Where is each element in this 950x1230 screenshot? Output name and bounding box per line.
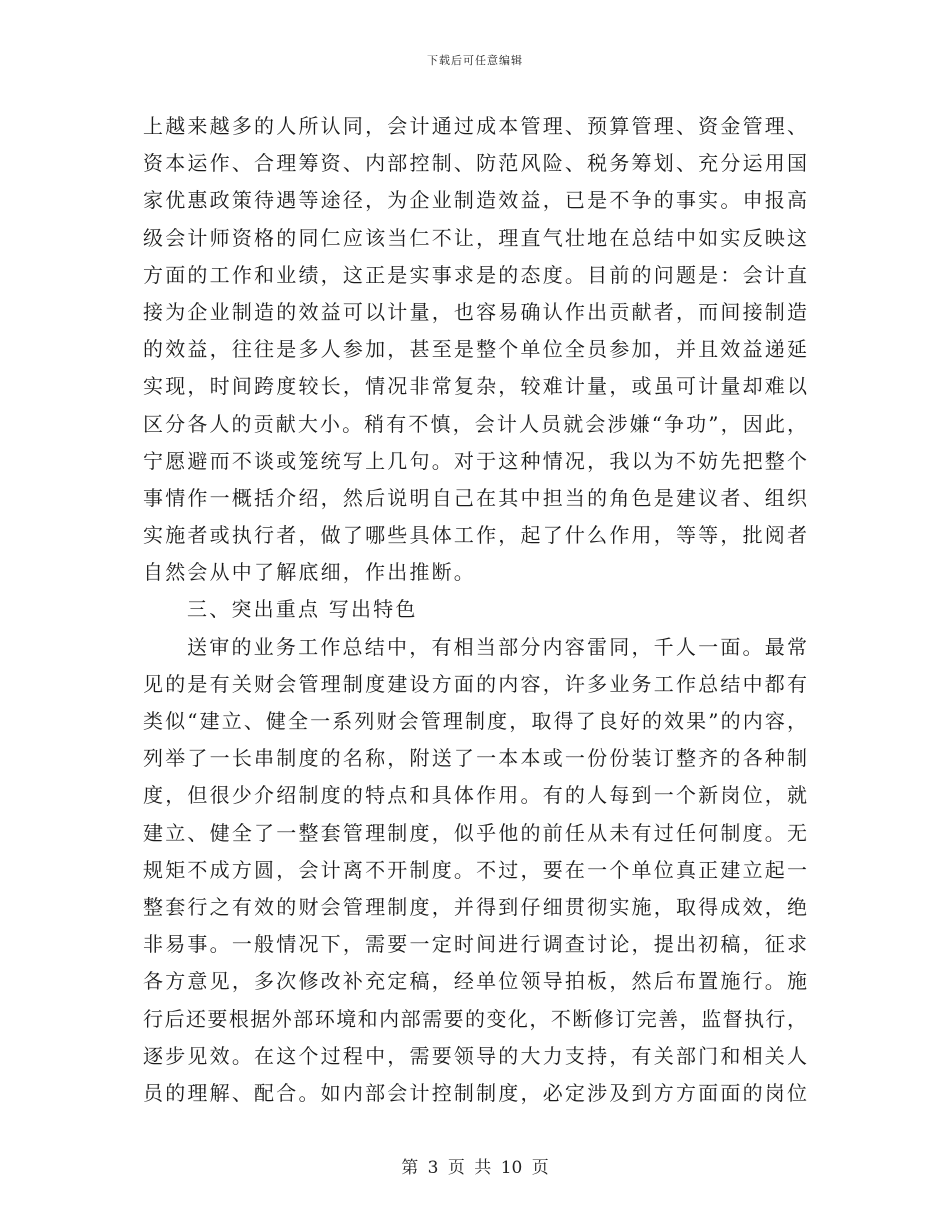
text-line: 宁愿避而不谈或笼统写上几句。对于这种情况，我以为不妨先把整个: [143, 448, 807, 473]
text-line: 行后还要根据外部环境和内部需要的变化，不断修订完善，监督执行，: [143, 1006, 807, 1031]
text-line: 类似“建立、健全一系列财会管理制度，取得了良好的效果”的内容，: [143, 709, 807, 733]
text-line: 见的是有关财会管理制度建设方面的内容，许多业务工作总结中都有: [143, 671, 807, 696]
text-line: 度，但很少介绍制度的特点和具体作用。有的人每到一个新岗位，就: [143, 783, 807, 808]
text-line: 资本运作、合理筹资、内部控制、防范风险、税务筹划、充分运用国: [143, 151, 807, 176]
text-line: 规矩不成方圆，会计离不开制度。不过，要在一个单位真正建立起一: [143, 857, 807, 882]
text-line: 事情作一概括介绍，然后说明自己在其中担当的角色是建议者、组织: [143, 485, 807, 510]
text-line: 自然会从中了解底细，作出推断。: [143, 560, 476, 585]
text-line: 三、突出重点 写出特色: [187, 597, 418, 622]
text-line: 员的理解、配合。如内部会计控制制度，必定涉及到方方面面的岗位: [143, 1080, 807, 1105]
text-line: 方面的工作和业绩，这正是实事求是的态度。目前的问题是：会计直: [143, 262, 807, 287]
text-line: 家优惠政策待遇等途径，为企业制造效益，已是不争的事实。申报高: [143, 188, 807, 213]
text-line: 逐步见效。在这个过程中，需要领导的大力支持，有关部门和相关人: [143, 1043, 807, 1068]
text-line: 区分各人的贡献大小。稍有不慎，会计人员就会涉嫌“争功”，因此，: [143, 411, 807, 436]
text-line: 各方意见，多次修改补充定稿，经单位领导拍板，然后布置施行。施: [143, 969, 807, 994]
page-number: 第 3 页 共 10 页: [401, 1158, 549, 1178]
text-line: 送审的业务工作总结中，有相当部分内容雷同，千人一面。最常: [187, 634, 807, 659]
text-line: 实现，时间跨度较长，情况非常复杂，较难计量，或虽可计量却难以: [143, 374, 807, 399]
text-line: 列举了一长串制度的名称，附送了一本本或一份份装订整齐的各种制: [143, 746, 807, 771]
text-line: 建立、健全了一整套管理制度，似乎他的前任从未有过任何制度。无: [143, 820, 807, 845]
text-line: 级会计师资格的同仁应该当仁不让，理直气壮地在总结中如实反映这: [143, 225, 807, 250]
document-body: [143, 108, 807, 1112]
text-line: 实施者或执行者，做了哪些具体工作，起了什么作用，等等，批阅者: [143, 523, 807, 548]
page-header: 下载后可任意编辑: [427, 54, 523, 67]
text-line: 上越来越多的人所认同，会计通过成本管理、预算管理、资金管理、: [143, 114, 807, 138]
text-line: 非易事。一般情况下，需要一定时间进行调查讨论，提出初稿，征求: [143, 932, 807, 957]
text-line: 的效益，往往是多人参加，甚至是整个单位全员参加，并且效益递延: [143, 337, 807, 362]
text-line: 整套行之有效的财会管理制度，并得到仔细贯彻实施，取得成效，绝: [143, 894, 807, 919]
text-line: 接为企业制造的效益可以计量，也容易确认作出贡献者，而间接制造: [143, 299, 807, 324]
